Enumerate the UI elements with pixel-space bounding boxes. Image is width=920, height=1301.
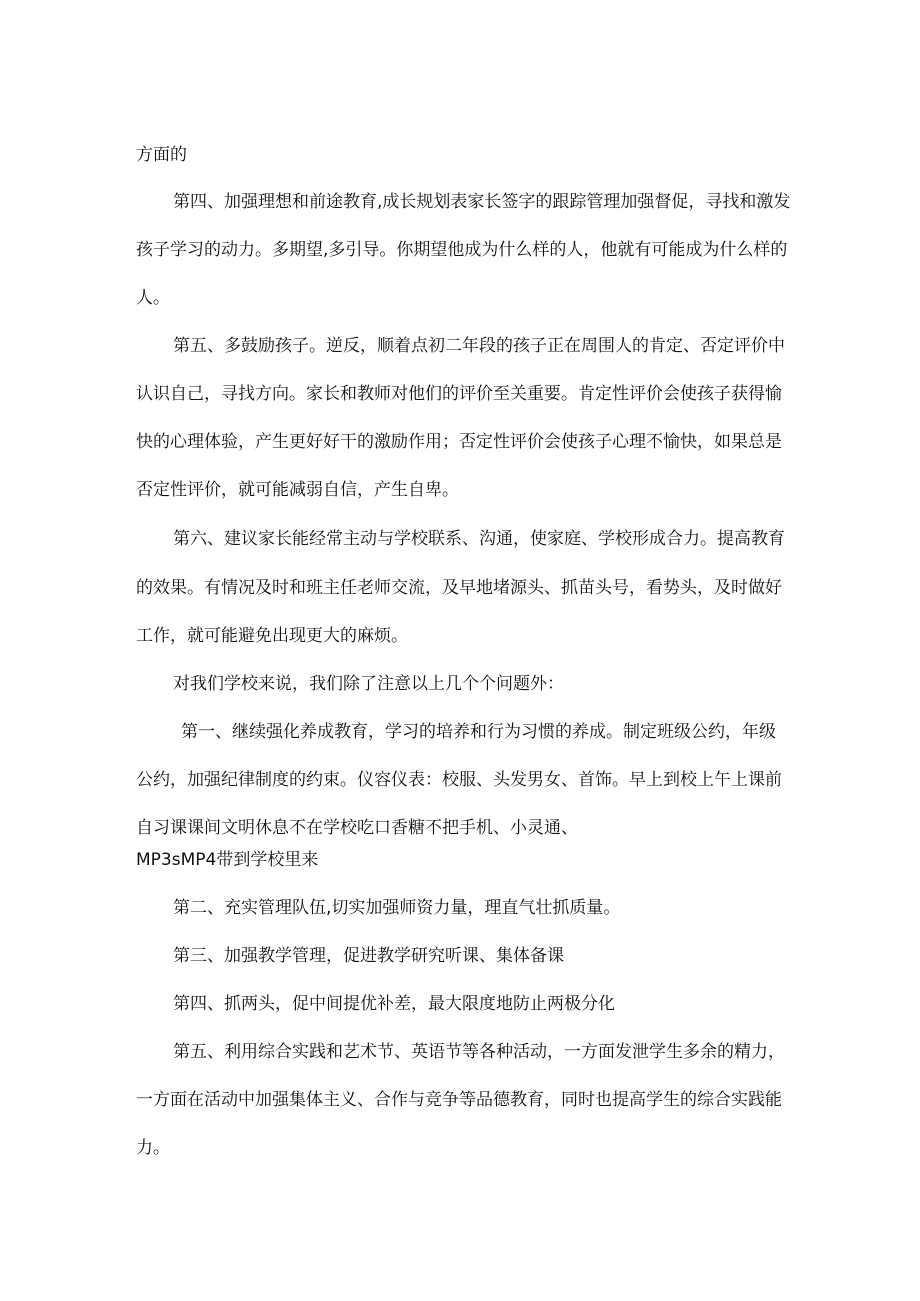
text-line: 第五、多鼓励孩子。逆反，顺着点初二年段的孩子正在周围人的肯定、否定评价中 bbox=[173, 336, 785, 356]
text-line: 第四、加强理想和前途教育,成长规划表家长签字的跟踪管理加强督促，寻找和激发 bbox=[173, 192, 791, 212]
text-line: 第六、建议家长能经常主动与学校联系、沟通，使家庭、学校形成合力。提高教育 bbox=[173, 529, 785, 549]
text-line: 第四、抓两头，促中间提优补差，最大限度地防止两极分化 bbox=[173, 994, 615, 1014]
text-line: 对我们学校来说，我们除了注意以上几个个问题外： bbox=[173, 674, 564, 694]
text-line: 公约，加强纪律制度的约束。仪容仪表：校服、头发男女、首饰。早上到校上午上课前 bbox=[136, 770, 782, 790]
text-line: 一方面在活动中加强集体主义、合作与竞争等品德教育，同时也提高学生的综合实践能 bbox=[136, 1090, 782, 1110]
text-line: 否定性评价，就可能减弱自信，产生自卑。 bbox=[136, 480, 459, 500]
text-line: 人。 bbox=[136, 288, 170, 308]
text-line: 自习课课间文明休息不在学校吃口香糖不把手机、小灵通、 bbox=[136, 818, 578, 838]
text-line: 第一、继续强化养成教育，学习的培养和行为习惯的养成。制定班级公约，年级 bbox=[181, 722, 776, 742]
text-line: 孩子学习的动力。多期望,多引导。你期望他成为什么样的人，他就有可能成为什么样的 bbox=[136, 240, 788, 260]
text-line: 力。 bbox=[136, 1138, 170, 1158]
text-line: 的效果。有情况及时和班主任老师交流，及早地堵源头、抓苗头号，看势头，及时做好 bbox=[136, 578, 782, 598]
text-line: 第二、充实管理队伍,切实加强师资力量，理直气壮抓质量。 bbox=[173, 898, 621, 918]
text-line: MP3sMP4带到学校里来 bbox=[136, 850, 319, 870]
text-line: 方面的 bbox=[136, 145, 187, 165]
text-line: 认识自己，寻找方向。家长和教师对他们的评价至关重要。肯定性评价会使孩子获得愉 bbox=[136, 384, 782, 404]
text-line: 工作，就可能避免出现更大的麻烦。 bbox=[136, 626, 408, 646]
text-line: 第三、加强教学管理，促进教学研究听课、集体备课 bbox=[173, 946, 564, 966]
text-line: 第五、利用综合实践和艺术节、英语节等各种活动，一方面发泄学生多余的精力， bbox=[173, 1042, 785, 1062]
text-line: 快的心理体验，产生更好好干的激励作用；否定性评价会使孩子心理不愉快，如果总是 bbox=[136, 432, 782, 452]
